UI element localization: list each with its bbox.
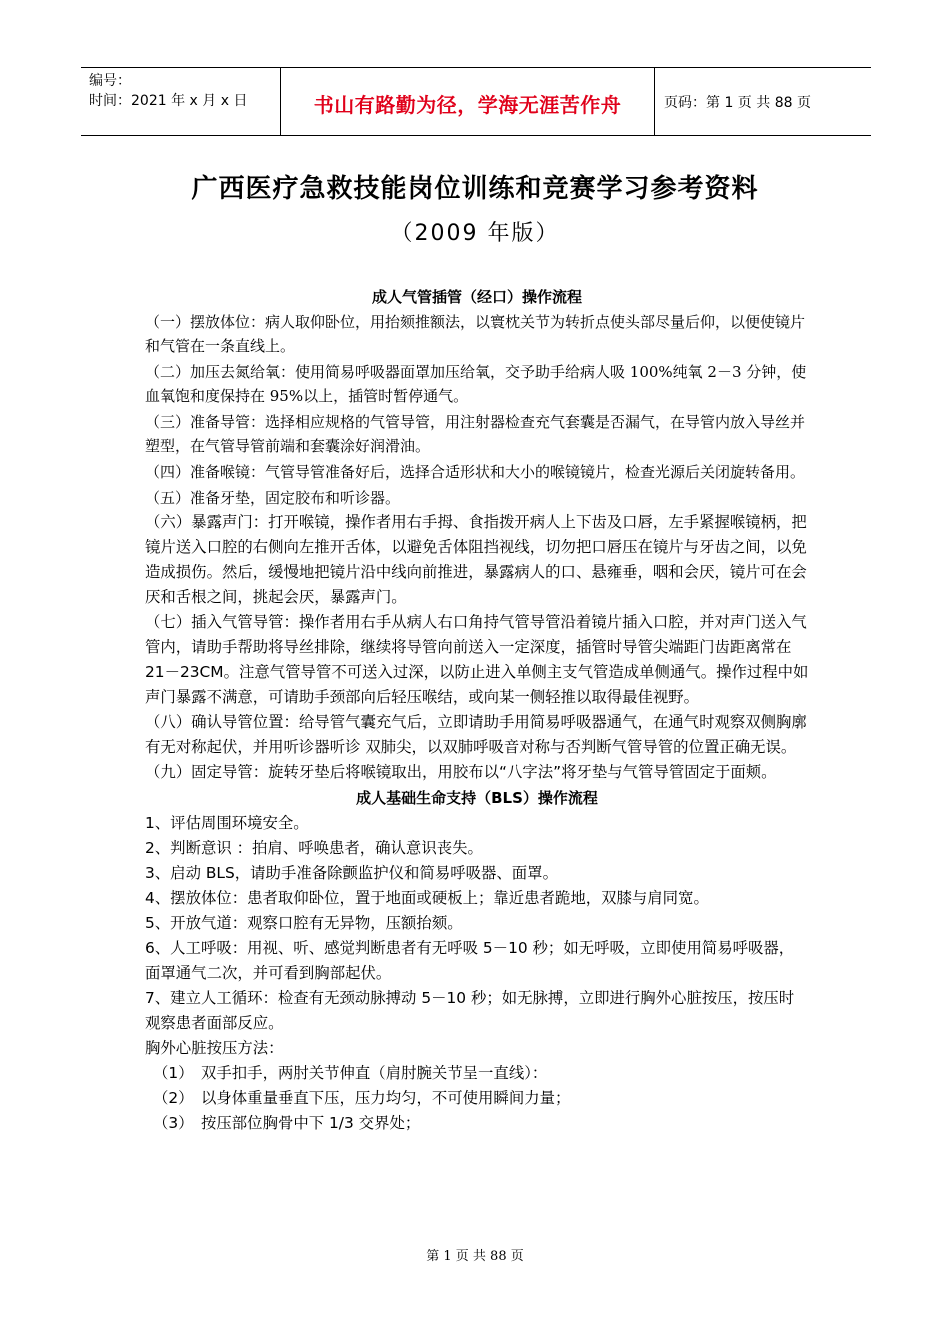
page-footer: 第 1 页 共 88 页 [426, 1249, 524, 1264]
header-page-info: 页码：第 1 页 共 88 页 [664, 95, 811, 111]
section-heading-bls: 成人基础生命支持（BLS）操作流程 [356, 789, 598, 807]
paragraph: （六）暴露声门：打开喉镜，操作者用右手拇、食指拨开病人上下齿及口唇，左手紧握喉镜柄，把镜片送入口腔的右侧向左推开舌体，以避免舌体阻挡视线，切勿把口唇压在镜片与牙齿之间，以免造成损伤。然后，缓慢地把镜片沿中线向前推进，暴露病人的口、悬雍垂，咽和会厌，镜片可在会厌和舌根之间，挑起会厌，暴露声门。 [145, 513, 807, 606]
method-number: （2） [153, 1089, 194, 1107]
header-motto: 书山有路勤为径，学海无涯苦作舟 [313, 93, 622, 117]
document-title: 广西医疗急救技能岗位训练和竞赛学习参考资料 [191, 174, 759, 204]
document-subtitle: （2009 年版） [390, 221, 560, 246]
paragraph: （四）准备喉镜：气管导管准备好后，选择合适形状和大小的喉镜镜片，检查光源后关闭旋转备用。 [145, 463, 806, 481]
header-divider [654, 67, 655, 136]
list-item: 2、判断意识 ：拍肩、呼唤患者，确认意识丧失。 [145, 839, 483, 857]
method-number: （1） [153, 1064, 194, 1082]
header-meta [89, 71, 247, 111]
list-item: 1、评估周围环境安全。 [145, 814, 309, 832]
list-item: 7、建立人工循环：检查有无颈动脉搏动 5－10 秒；如无脉搏，立即进行胸外心脏按压，按压时观察患者面部反应。 [145, 989, 795, 1032]
paragraph: （三）准备导管：选择相应规格的气管导管，用注射器检查充气套囊是否漏气，在导管内放入导丝并塑型，在气管导管前端和套囊涂好润滑油。 [145, 413, 806, 455]
method-text: 以身体重量垂直下压，压力均匀，不可使用瞬间力量； [201, 1089, 571, 1107]
paragraph: （一）摆放体位：病人取仰卧位，用抬颏推额法，以寰枕关节为转折点使头部尽量后仰，以便使镜片和气管在一条直线上。 [145, 313, 806, 355]
list-item: 5、开放气道：观察口腔有无异物，压额抬颏。 [145, 914, 463, 932]
list-item: 4、摆放体位：患者取仰卧位，置于地面或硬板上；靠近患者跪地，双膝与肩同宽。 [145, 889, 709, 907]
method-text: 双手扣手，两肘关节伸直（肩肘腕关节呈一直线）： [201, 1064, 548, 1082]
paragraph: （二）加压去氮给氧：使用简易呼吸器面罩加压给氧，交予助手给病人吸 100%纯氧 2－3 分钟，使血氧饱和度保持在 95%以上，插管时暂停通气。 [145, 363, 807, 405]
method-text: 按压部位胸骨中下 1/3 交界处； [201, 1114, 421, 1132]
method-number: （3） [153, 1114, 194, 1132]
document-body [145, 284, 809, 1136]
header-bottom-rule [81, 135, 871, 136]
method-item [145, 1061, 809, 1086]
paragraph: （八）确认导管位置：给导管气囊充气后，立即请助手用简易呼吸器通气，在通气时观察双侧胸廓有无对称起伏，并用听诊器听诊 双肺尖，以双肺呼吸音对称与否判断气管导管的位置正确无误。 [145, 713, 807, 756]
list-item: 3、启动 BLS，请助手准备除颤监护仪和简易呼吸器、面罩。 [145, 864, 558, 882]
paragraph: （九）固定导管：旋转牙垫后将喉镜取出，用胶布以“八字法”将牙垫与气管导管固定于面颊。 [145, 763, 777, 781]
paragraph: （五）准备牙垫，固定胶布和听诊器。 [145, 489, 401, 507]
section-heading-intubation: 成人气管插管（经口）操作流程 [371, 288, 582, 306]
document-number-label: 编号： [89, 73, 131, 89]
list-item: 6、人工呼吸：用视、听、感觉判断患者有无呼吸 5－10 秒；如无呼吸，立即使用简易呼吸器，面罩通气二次，并可看到胸部起伏。 [145, 939, 795, 982]
page-header [81, 67, 871, 136]
method-item [145, 1111, 809, 1136]
method-item [145, 1086, 809, 1111]
paragraph: （七）插入气管导管：操作者用右手从病人右口角持气管导管沿着镜片插入口腔，并对声门送入气管内，请助手帮助将导丝排除，继续将导管向前送入一定深度，插管时导管尖端距门齿距离常在 21－23CM。注意气管导管不可送入过深，以防止进入单侧主支气管造成单侧通气。操作过程中如声门暴露不满意，可请助手颈部向后轻压喉结，或向某一侧轻推以取得最佳视野。 [145, 613, 809, 706]
document-time-label: 时间：2021 年 x 月 x 日 [89, 93, 248, 109]
header-top-rule [81, 67, 871, 68]
list-item: 胸外心脏按压方法： [145, 1039, 284, 1057]
